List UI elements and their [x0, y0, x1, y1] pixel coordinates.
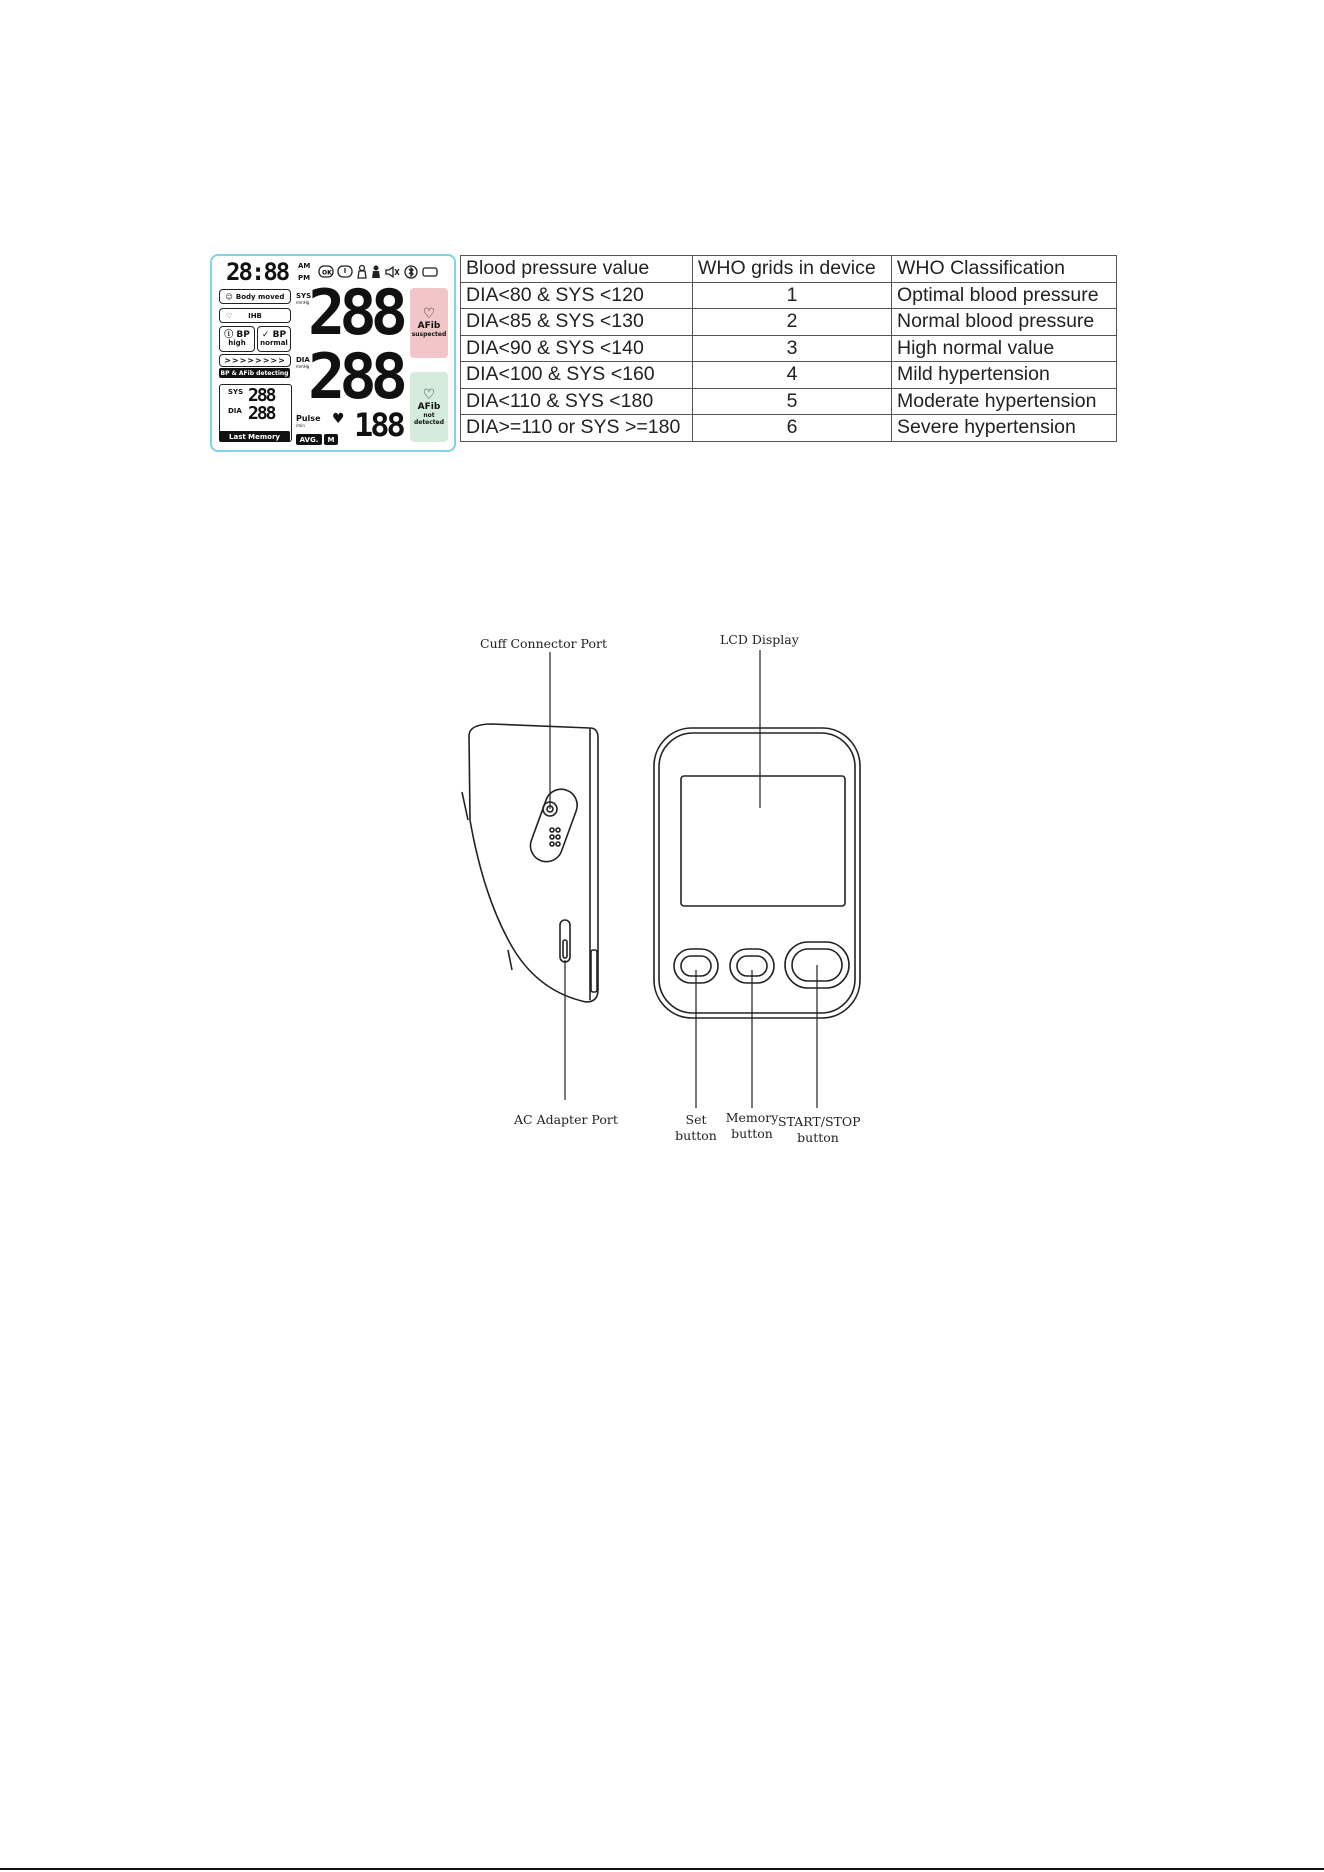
classification-cell: Severe hypertension: [892, 415, 1117, 442]
progress-arrows: >>>>>>>>: [219, 354, 291, 367]
sys-label: SYS: [296, 292, 312, 300]
cuff-connector-port-label: Cuff Connector Port: [480, 636, 607, 651]
dia-unit: mmHg: [296, 364, 310, 369]
grid-cell: 1: [693, 282, 892, 309]
table-row: [461, 362, 1117, 389]
pulse-value: 188: [354, 406, 403, 444]
start-stop-button-label: START/STOP button: [778, 1114, 861, 1146]
device-diagram: [440, 620, 900, 1140]
pulse-unit: /min: [296, 423, 305, 428]
afib-not-detected-box: ♡ AFib not detected: [410, 372, 448, 442]
table-row: [461, 388, 1117, 415]
grid-cell: 4: [693, 362, 892, 389]
heart-outline-icon: ♡: [226, 311, 233, 320]
afib-warning-heart-icon: ♡: [422, 306, 436, 323]
lcd-am: AM: [298, 262, 311, 270]
ac-adapter-port-label: AC Adapter Port: [514, 1112, 618, 1127]
body-moved-indicator: ☺ Body moved: [219, 289, 291, 304]
m-label: M: [324, 434, 338, 445]
table-row: [461, 309, 1117, 336]
classification-cell: Moderate hypertension: [892, 388, 1117, 415]
bp-value-cell: DIA<80 & SYS <120: [461, 282, 693, 309]
small-sys-value: 288: [248, 385, 275, 406]
lcd-time: 28:88: [226, 258, 289, 286]
lcd-pm: PM: [298, 274, 311, 282]
afib-ok-heart-icon: ♡: [422, 386, 436, 403]
big-sys-value: 288: [308, 276, 402, 349]
classification-cell: Optimal blood pressure: [892, 282, 1117, 309]
lcd-display-label: LCD Display: [720, 632, 799, 647]
heart-icon: ♥: [332, 411, 345, 427]
battery-icon: [423, 268, 437, 276]
bp-value-cell: DIA<100 & SYS <160: [461, 362, 693, 389]
lcd-display-window: [681, 776, 845, 906]
small-dia-label: DIA: [228, 407, 242, 415]
dia-label: DIA: [296, 356, 310, 364]
avg-label: AVG.: [296, 434, 322, 445]
header-who-grids: WHO grids in device: [693, 256, 892, 283]
classification-cell: Mild hypertension: [892, 362, 1117, 389]
table-row: [461, 415, 1117, 442]
body-icon: ☺: [225, 292, 233, 301]
afib-suspected-box: ♡ AFib suspected: [410, 288, 448, 358]
ac-adapter-port: [560, 920, 570, 962]
sys-unit: mmHg: [296, 300, 310, 305]
cuff-port-slot: [526, 785, 582, 866]
exclamation-icon: ⓘ: [224, 329, 234, 340]
lcd-panel: [210, 254, 456, 452]
grid-cell: 2: [693, 309, 892, 336]
memory-button-label: Memory button: [725, 1110, 779, 1142]
header-bp-value: Blood pressure value: [461, 256, 693, 283]
bp-normal-indicator: ✓ BP normal: [257, 326, 291, 352]
table-header-row: [461, 256, 1117, 283]
bluetooth-icon: [405, 266, 417, 278]
big-dia-value: 288: [308, 340, 402, 413]
bp-value-cell: DIA<90 & SYS <140: [461, 335, 693, 362]
table-row: [461, 282, 1117, 309]
grid-cell: 6: [693, 415, 892, 442]
check-icon: ✓: [261, 329, 270, 340]
device-side-view: [469, 724, 598, 1002]
small-sys-label: SYS: [228, 388, 244, 396]
small-dia-value: 288: [248, 403, 275, 424]
last-memory-label: Last Memory: [219, 431, 290, 442]
classification-cell: Normal blood pressure: [892, 309, 1117, 336]
ihb-indicator: ♡ IHB: [219, 308, 291, 323]
bp-value-cell: DIA<85 & SYS <130: [461, 309, 693, 336]
page-bottom-rule: [0, 1868, 1324, 1870]
ok-text: OK: [322, 269, 332, 277]
bp-high-indicator: ⓘ BP high: [219, 326, 255, 352]
classification-cell: High normal value: [892, 335, 1117, 362]
table-row: [461, 335, 1117, 362]
who-classification-table: [460, 255, 1117, 442]
grid-cell: 3: [693, 335, 892, 362]
bp-value-cell: DIA<110 & SYS <180: [461, 388, 693, 415]
bp-afib-detecting-label: BP & AFib detecting: [220, 369, 289, 377]
set-button-label: Set button: [675, 1112, 717, 1144]
header-who-classification: WHO Classification: [892, 256, 1117, 283]
pulse-label: Pulse: [296, 414, 321, 423]
bp-value-cell: DIA>=110 or SYS >=180: [461, 415, 693, 442]
grid-cell: 5: [693, 388, 892, 415]
